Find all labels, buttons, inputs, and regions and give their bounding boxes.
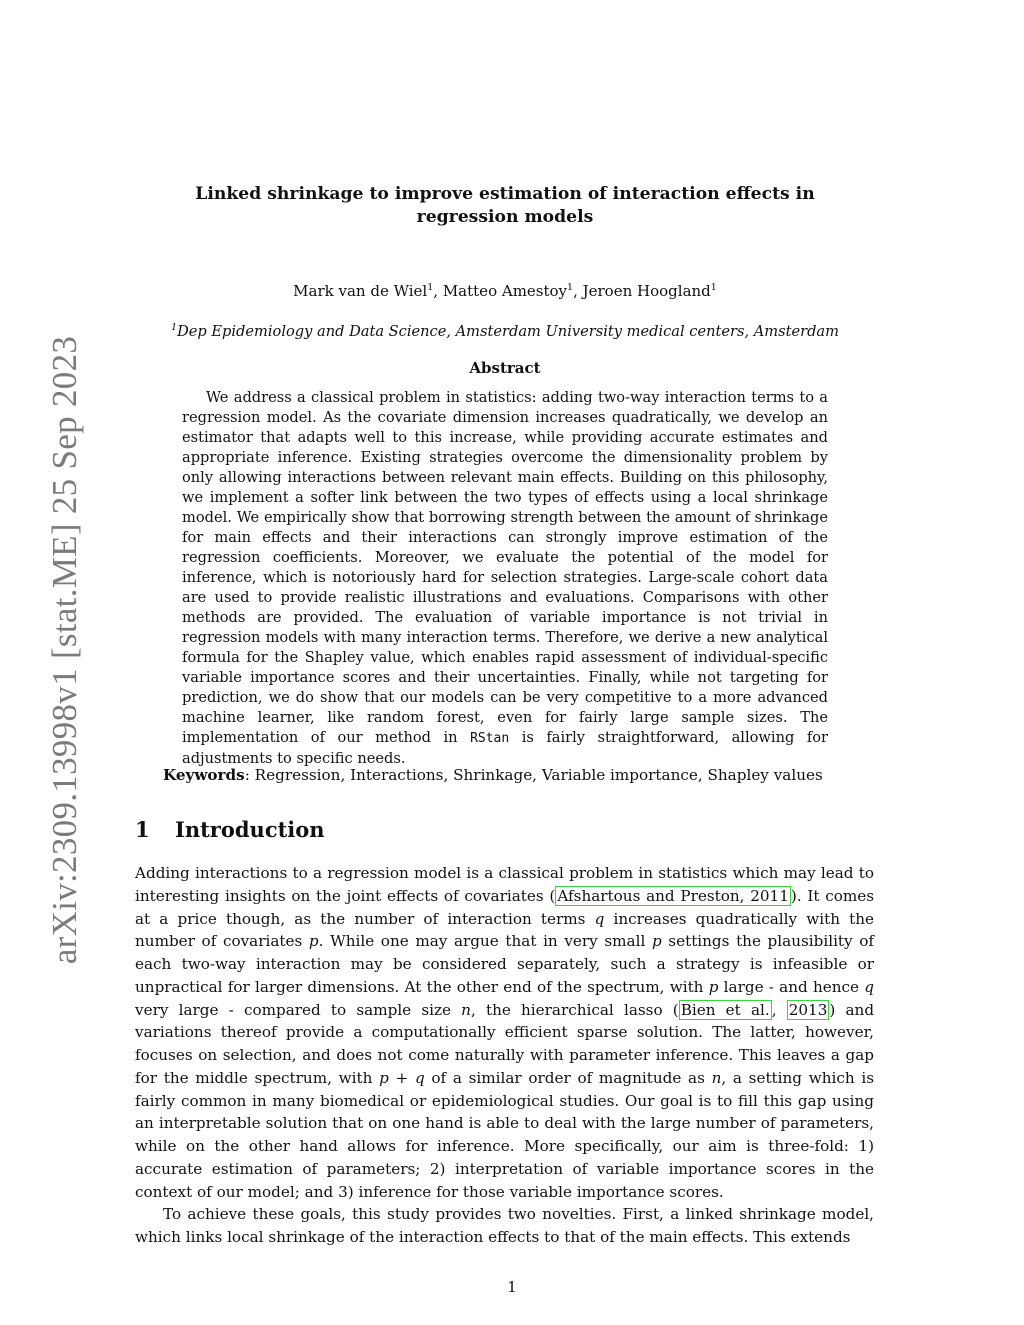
intro-paragraph-2: To achieve these goals, this study provides two novelties. First, a linked shrinkage model, which links local shrinkage of the interaction effects to that of the main effects. This extends	[135, 1205, 874, 1246]
abstract-text-part: is fairly straightforward, allowing for adjustments to specific needs.	[182, 729, 828, 767]
page-number: 1	[507, 1278, 517, 1296]
citation-year: 2011	[750, 886, 789, 905]
keywords	[163, 765, 883, 785]
text-run: settings the plausibility of each two-way interaction may be considered separately, such a strategy is infeasible or unpractical for larger dimensions. At the other end of the spectrum, with	[135, 932, 874, 996]
text-run: very large - compared to sample size	[135, 1000, 462, 1019]
section-heading-introduction	[135, 816, 325, 844]
author-affiliation-mark: 1	[710, 282, 717, 293]
math-var: p	[708, 977, 719, 996]
abstract-text	[182, 388, 828, 769]
text-run: Adding interactions to a regression model is a classical problem in statistics which may lead to interesting insights on the joint effects of covariates (	[135, 864, 874, 905]
text-run: , a setting which is fairly common in many biomedical or epidemiological studies. Our goal is to fill this gap using an interpretable solution that on one hand is able to deal with the large number of parameters, while on the other hand allows for inference. More specifically, our aim is three-fold: 1) accurate estimation of parameters; 2) interpretation of variable importance scores in the context of our model; and 3) inference for those variable importance scores.	[135, 1068, 875, 1201]
abstract-code-rstan: RStan	[470, 731, 510, 746]
abstract-heading: Abstract	[469, 359, 541, 377]
author-name: Matteo Amestoy	[442, 282, 568, 300]
author-separator: ,	[433, 282, 443, 300]
affiliation	[140, 318, 870, 342]
text-run: increases quadratically with the number of covariates	[135, 909, 874, 951]
author-name: Jeroen Hoogland	[582, 282, 711, 300]
paper-title: Linked shrinkage to improve estimation of interaction effects in regression models	[195, 184, 815, 227]
author-affiliation-mark: 1	[567, 282, 574, 293]
math-var: n	[461, 1000, 471, 1019]
text-run: . While one may argue that in very small	[318, 932, 652, 951]
author-affiliation-mark: 1	[427, 282, 434, 293]
arxiv-side-stamp: arXiv:2309.13998v1 [stat.ME] 25 Sep 2023	[45, 335, 84, 965]
citation-link-afshartous-preston[interactable]: Afshartous and Preston, 2011	[557, 886, 789, 905]
keywords-text: : Regression, Interactions, Shrinkage, Variable importance, Shapley values	[244, 766, 823, 784]
text-run: , the hierarchical lasso (	[470, 1000, 679, 1019]
text-run: of a similar order of magnitude as	[424, 1068, 712, 1087]
math-var: q	[864, 977, 874, 996]
affiliation-mark: 1	[171, 322, 178, 333]
intro-paragraph-1: Adding interactions to a regression model is a classical problem in statistics which may lead to interesting insights on the joint effects of covariates ( Afshartous and Preston, 2011 ). It comes at a price though, as the number of interaction terms q increases quadratically with the number of covariates p. While one may argue that in very small p settings the plausibility of each two-way interaction may be considered separately, such a strategy is infeasible or unpractical for larger dimensions. At the other end of the spectrum, with p large - and hence q very large - compared to sample size n, the hierarchical lasso ( Bien et al. , 2013 ) and variations thereof provide a computationally efficient sparse solution. The latter, however, focuses on selection, and does not come naturally with parameter inference. This leaves a gap for the middle spectrum, with p + q of a similar order of magnitude as n, a setting which is fairly common in many biomedical or epidemiological studies. Our goal is to fill this gap using an interpretable solution that on one hand is able to deal with the large number of parameters, while on the other hand allows for inference. More specifically, our aim is three-fold: 1) accurate estimation of parameters; 2) interpretation of variable importance scores in the context of our model; and 3) inference for those variable importance scores.	[135, 864, 875, 1201]
text-run: ) and variations thereof provide a computationally efficient sparse solution. The latter, however, focuses on selection, and does not come naturally with parameter inference. This leaves a gap for the middle spectrum, with	[135, 1000, 875, 1087]
keywords-label: Keywords	[163, 766, 245, 784]
math-var: p	[651, 932, 662, 951]
section-title: Introduction	[175, 817, 325, 842]
math-var: p	[308, 932, 319, 951]
math-var: q	[594, 909, 605, 928]
citation-link-bien-year[interactable]: 2013	[788, 1000, 828, 1019]
text-run: large - and hence	[718, 977, 865, 996]
author-name: Mark van de Wiel	[293, 282, 428, 300]
citation-authors: Afshartous and Preston	[557, 886, 740, 905]
author-separator: ,	[573, 282, 583, 300]
math-expression: p + q	[379, 1068, 425, 1087]
affiliation-text: Dep Epidemiology and Data Science, Amsterdam University medical centers, Amsterdam	[177, 323, 839, 340]
text-run: ). It comes at a price though, as the number of interaction terms	[135, 886, 875, 928]
author-list	[150, 278, 860, 301]
math-var: n	[711, 1068, 722, 1087]
section-number: 1	[135, 817, 150, 842]
abstract-text-part: We address a classical problem in statistics: adding two-way interaction terms to a regression model. As the covariate dimension increases quadratically, we develop an estimator that adapts well to this increase, while providing accurate estimates and appropriate inference. Existing strategies overcome the dimensionality problem by only allowing interactions between relevant main effects. Building on this philosophy, we implement a softer link between the two types of effects using a local shrinkage model. We empirically show that borrowing strength between the amount of shrinkage for main effects and their interactions can strongly improve estimation of the regression coefficients. Moreover, we evaluate the potential of the model for inference, which is notoriously hard for selection strategies. Large-scale cohort data are used to provide realistic illustrations and evaluations. Comparisons with other methods are provided. The evaluation of variable importance is not trivial in regression models with many interaction terms. Therefore, we derive a new analytical formula for the Shapley value, which enables rapid assessment of individual-specific variable importance scores and their uncertainties. Finally, while not targeting for prediction, we do show that our models can be very competitive to a more advanced machine learner, like random forest, even for fairly large sample sizes. The implementation of our method in	[182, 389, 828, 746]
citation-link-bien[interactable]: Bien et al.	[680, 1000, 770, 1019]
